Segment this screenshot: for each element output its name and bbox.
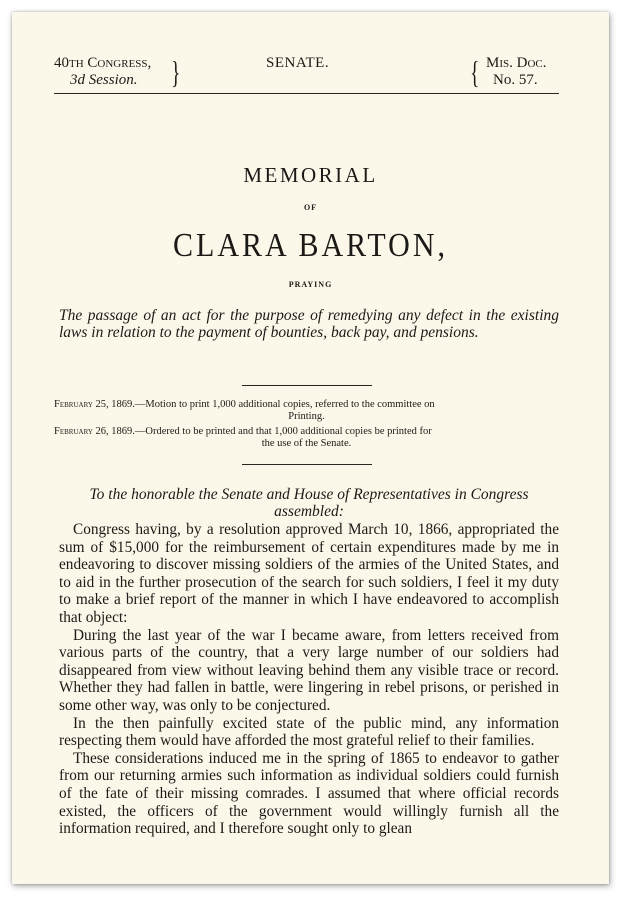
left-brace: } [171, 54, 181, 90]
body-paragraph: During the last year of the war I became aware, from letters received from various parts of the country, that a very large number of our soldiers had disappeared from view without leaving behind them any visible trace or record. Whether they had fallen in battle, were lingering in rebel prisons, or perished in some other way, was only to be conjectured. [59, 626, 559, 714]
entry-feb-26 [54, 426, 559, 450]
body-paragraph: These considerations induced me in the spring of 1865 to endeavor to gather from our returning armies such information as individual soldiers could furnish of the fate of their missing comrades. I assumed that where official records existed, the officers of the government would willingly furnish all the information required, and I therefore sought only to glean [59, 749, 559, 838]
entry-feb-25 [54, 399, 559, 423]
petitioner-name: CLARA BARTON, [172, 226, 448, 264]
entry-continuation: Printing. [288, 411, 325, 422]
chamber-label: SENATE. [266, 55, 330, 71]
praying-label: PRAYING [288, 280, 333, 289]
memorial-heading: MEMORIAL [243, 163, 378, 187]
congress-label: 40th Congress, [54, 55, 152, 71]
entries-divider [242, 464, 372, 465]
header-rule [54, 93, 559, 94]
petition-subject: The passage of an act for the purpose of remedying any defect in the existing laws in relation to the payment of bounties, back pay, and pensions. [59, 307, 559, 341]
right-brace: { [470, 54, 480, 90]
session-label: 3d Session. [70, 72, 138, 88]
doc-number-label: No. 57. [493, 72, 538, 88]
document-page [12, 12, 609, 884]
body-paragraph: In the then painfully excited state of the public mind, any information respecting them would have afforded the most grateful relief to their families. [59, 714, 559, 750]
memorial-body [59, 521, 559, 838]
entry-text: —Ordered to be printed and that 1,000 additional copies be printed for [134, 426, 432, 437]
doc-type-label: Mis. Doc. [486, 55, 547, 71]
entry-date: February 26, 1869. [54, 426, 135, 437]
address-line: To the honorable the Senate and House of Representatives in Congress assembled: [89, 486, 529, 520]
of-label: OF [303, 203, 318, 212]
subject-divider [242, 385, 372, 386]
entry-continuation: the use of the Senate. [261, 438, 352, 449]
entry-text: —Motion to print 1,000 additional copies, referred to the committee on [134, 399, 435, 410]
body-paragraph: Congress having, by a resolution approved March 10, 1866, appropriated the sum of $15,000 for the reimbursement of certain expenditures made by me in endeavoring to discover missing soldiers of the armies of the United States, and to aid in the further prosecution of the search for such soldiers, I feel it my duty to make a brief report of the manner in which I have endeavored to accomplish that object: [59, 521, 559, 626]
entry-date: February 25, 1869. [54, 399, 135, 410]
